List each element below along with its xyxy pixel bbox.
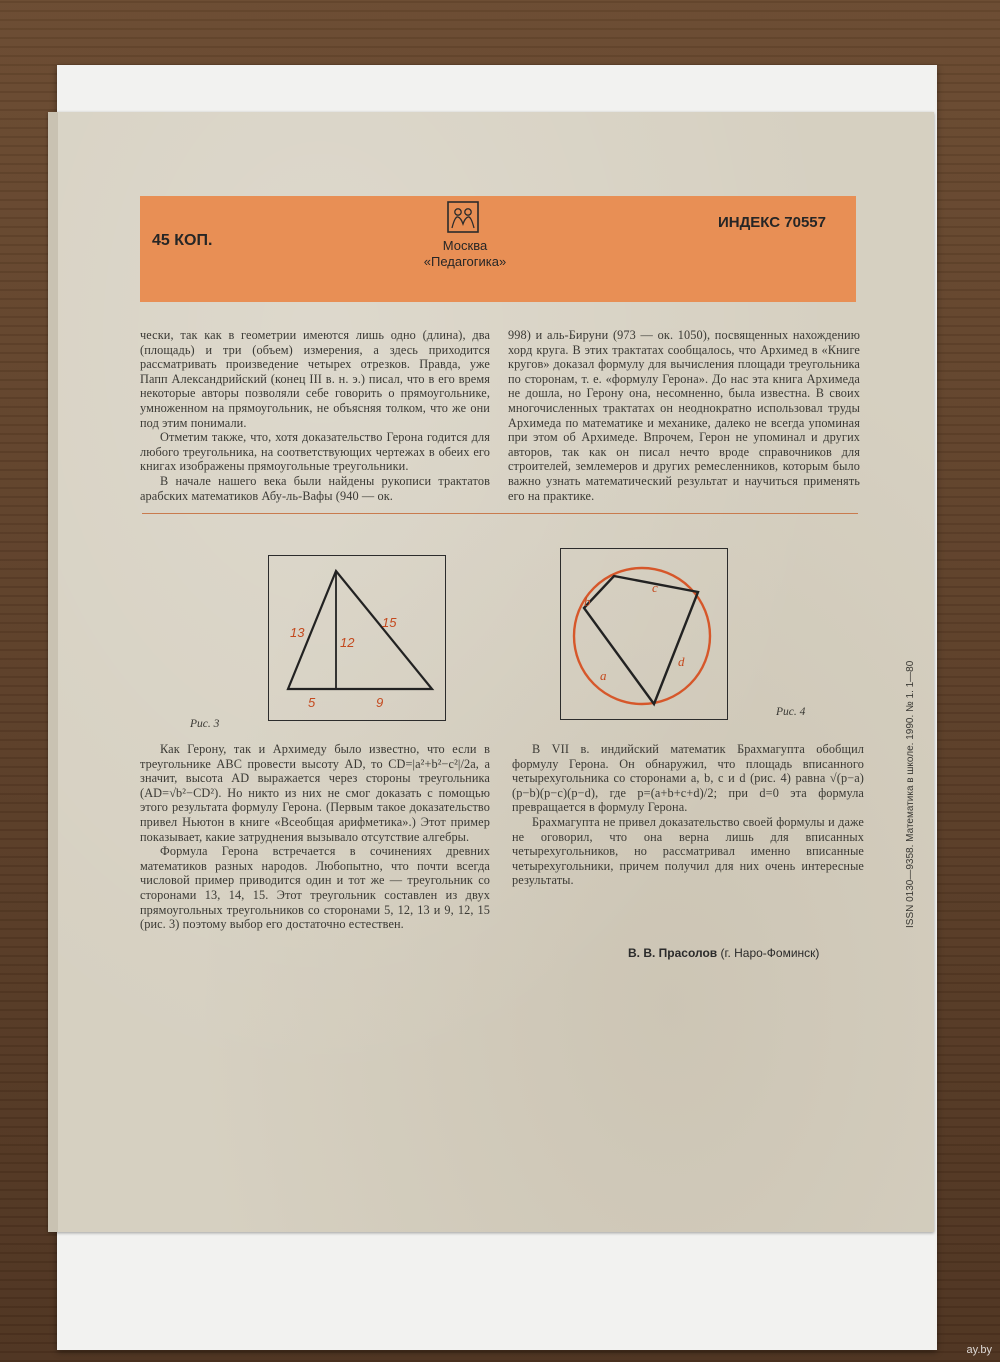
fig3-label-12: 12 bbox=[340, 635, 355, 650]
author-place: (г. Наро-Фоминск) bbox=[720, 946, 820, 960]
index-label: ИНДЕКС 70557 bbox=[718, 214, 826, 231]
site-watermark: ay.by bbox=[966, 1344, 992, 1356]
fig4-label-d: d bbox=[678, 654, 685, 669]
paragraph: Отметим также, что, хотя доказательство Герона годится для любого треугольника, на соответствующих чертежах в обеих его книгах изображены прямоугольные треугольники. bbox=[140, 430, 490, 474]
figure-3-triangle bbox=[268, 555, 446, 721]
publisher-name: «Педагогика» bbox=[423, 254, 507, 269]
left-column-top bbox=[140, 328, 490, 503]
figure-4-inscribed-quad bbox=[560, 548, 728, 720]
fig4-label-c: c bbox=[652, 580, 658, 595]
author-signature bbox=[628, 946, 819, 960]
price-label: 45 КОП. bbox=[152, 232, 213, 249]
publisher-block bbox=[420, 238, 510, 270]
right-column-top bbox=[508, 328, 860, 503]
fig3-label-5: 5 bbox=[308, 695, 316, 710]
fig3-label-9: 9 bbox=[376, 695, 384, 710]
fig3-label-15: 15 bbox=[382, 615, 397, 630]
issn-side-text: ISSN 0130—9358. Математика в школе. 1990. № 1. 1—80 bbox=[905, 660, 916, 928]
paragraph: Формула Герона встречается в сочинениях древних математиков разных народов. Любопытно, что почти всегда числовой пример приводится один и тот же — треугольник со сторонами 13, 14, 15. Этот треугольник составлен из двух прямоугольных треугольников со сторонами 5, 12, 13 и 9, 12, 15 (рис. 3) поэтому выбор его достаточно естествен. bbox=[140, 844, 490, 932]
publisher-city: Москва bbox=[442, 238, 488, 253]
left-column-bottom bbox=[140, 742, 490, 932]
paragraph: 998) и аль-Бируни (973 — ок. 1050), посвященных нахождению хорд круга. В этих трактатах сообщалось, что Архимед в «Книге кругов» доказал формулу для вычисления площади треугольника по сторонам, т. е. «формулу Герона». До нас эта книга Архимеда не дошла, но Герону она, несомненно, была известна. В своих многочисленных трактатах он неоднократно использовал труды Архимеда по математике и механике, далеко не всегда упоминая при этом об Архимеде. Впрочем, Герон не упоминал и других авторов, так как он писал нечто вроде справочников для строителей, землемеров и других ремесленников, которым было важно узнать математический результат и научиться применять его на практике. bbox=[508, 328, 860, 503]
publisher-logo-icon bbox=[446, 200, 480, 234]
right-column-bottom bbox=[512, 742, 864, 888]
fig4-label-b: b bbox=[584, 594, 591, 609]
section-divider bbox=[142, 513, 858, 514]
figure-3-caption: Рис. 3 bbox=[190, 718, 220, 730]
fig4-label-a: a bbox=[600, 668, 607, 683]
paragraph: В VII в. индийский математик Брахмагупта обобщил формулу Герона. Он обнаружил, что площадь вписанного четырехугольника со сторонами a, b, c и d (рис. 4) равна √(p−a)(p−b)(p−c)(p−d), где p=(a+b+c+d)/2; при d=0 эта формула превращается в формулу Герона. bbox=[512, 742, 864, 815]
paragraph: чески, так как в геометрии имеются лишь одно (длина), два (площадь) и три (объем) измерения, а здесь приходится рассматривать произведение четырех отрезков. Правда, уже Папп Александрийский (конец III в. н. э.) писал, что в его время некоторые авторы позволяли себе говорить о прямоугольнике, умноженном на прямоугольник, не объясняя толком, что же они под этим понимали. bbox=[140, 328, 490, 430]
author-name: В. В. Прасолов bbox=[628, 946, 718, 960]
paragraph: Как Герону, так и Архимеду было известно, что если в треугольнике ABC провести высоту AD, то CD=|a²+b²−c²|/2a, а значит, высота AD выражается через стороны треугольника (AD=√b²−CD²). Но никто из них не смог доказать с помощью этого результата формулу Герона. (Первым такое доказательство привел Ньютон в книге «Всеобщая арифметика».) Этот пример показывает, какие затруднения вызывало отсутствие алгебры. bbox=[140, 742, 490, 844]
fig3-label-13: 13 bbox=[290, 625, 305, 640]
figure-4-caption: Рис. 4 bbox=[776, 706, 806, 718]
paragraph: Брахмагупта не привел доказательство своей формулы и даже не оговорил, что она верна лишь для вписанных четырехугольников, но рассматривал именно вписанные четырехугольники, причем получил для них очень интересные результаты. bbox=[512, 814, 864, 888]
paragraph: В начале нашего века были найдены рукописи трактатов арабских математиков Абу-ль-Вафы (940 — ок. bbox=[140, 473, 490, 503]
